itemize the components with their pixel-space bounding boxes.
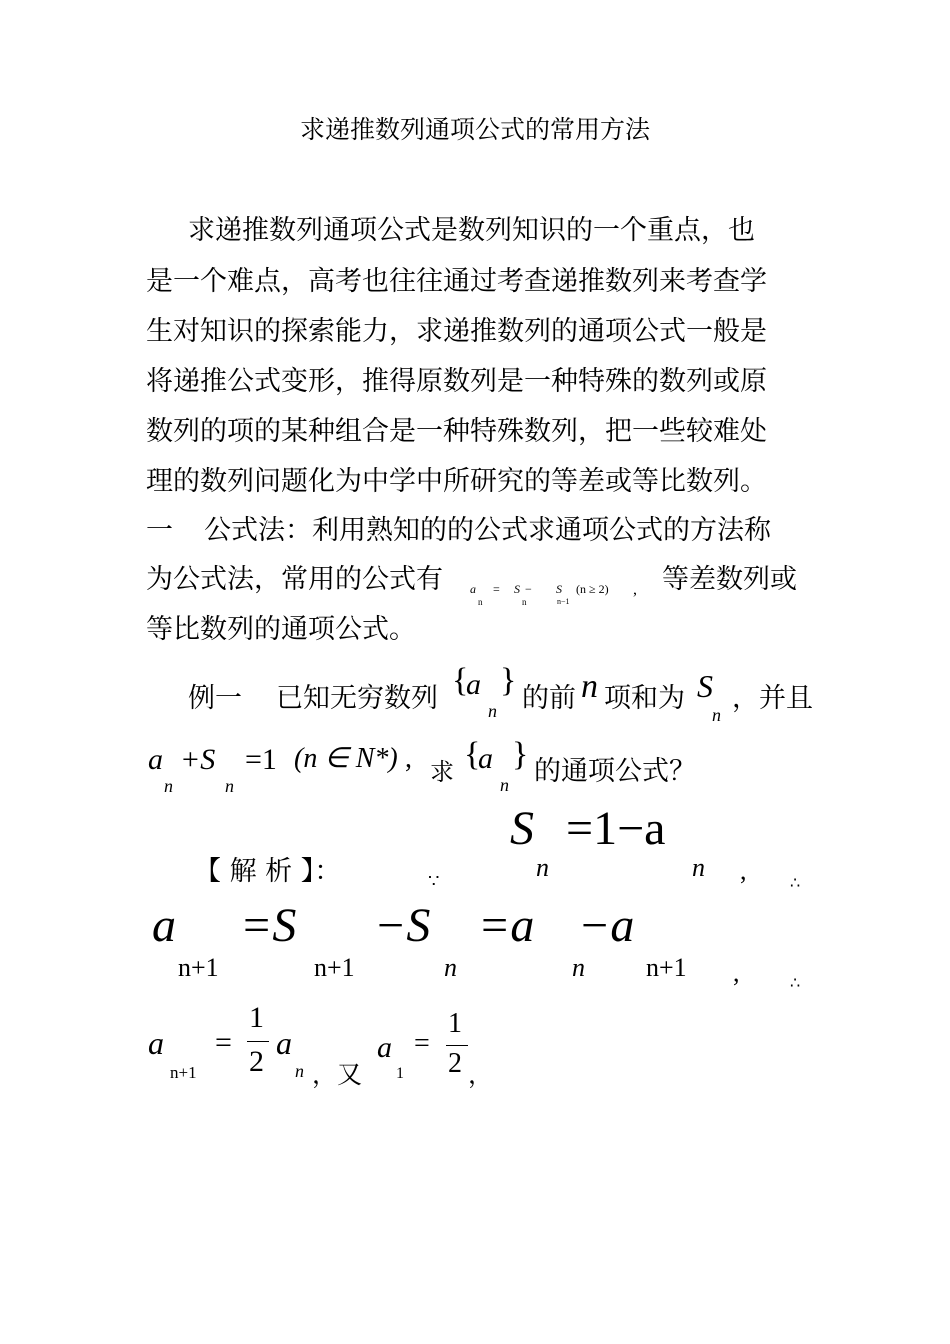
paragraph-line-6: 理的数列问题化为中学中所研究的等差或等比数列。 <box>146 466 767 497</box>
fraction-bar <box>247 1041 269 1042</box>
paragraph-line-4: 将递推公式变形，推得原数列是一种特殊的数列或原 <box>146 366 767 397</box>
example-text-4: ，并且 <box>732 683 813 714</box>
because-symbol: ∵ <box>428 871 440 891</box>
paragraph-line-3: 生对知识的探索能力，求递推数列的通项公式一般是 <box>146 316 767 347</box>
example-text-5: 求 <box>430 758 454 786</box>
section-line-2-before: 为公式法，常用的公式有 <box>146 564 443 595</box>
example-text-1: 已知无穷数列 <box>276 683 438 714</box>
solution-label: 【 解 析 】： <box>194 856 342 887</box>
example-label: 例一 <box>188 683 242 714</box>
fraction-bar-2 <box>446 1045 468 1046</box>
example-text-6: 的通项公式？ <box>534 756 696 787</box>
document-title: 求递推数列通项公式的常用方法 <box>299 115 650 144</box>
example-text-3: 项和为 <box>604 683 685 714</box>
paragraph-line-5: 数列的项的某种组合是一种特殊数列，把一些较难处 <box>146 416 767 447</box>
example-text-2: 的前 <box>522 683 576 714</box>
therefore-symbol: ∴ <box>790 875 801 892</box>
section-heading-text: 公式法：利用熟知的的公式求通项公式的方法称 <box>204 515 771 546</box>
section-number: 一 <box>146 515 173 546</box>
section-line-2-after: 等差数列或 <box>662 564 797 595</box>
section-line-3: 等比数列的通项公式。 <box>146 614 416 645</box>
paragraph-line-1: 求递推数列通项公式是数列知识的一个重点，也 <box>188 215 755 246</box>
paragraph-line-2: 是一个难点，高考也往往通过考查递推数列来考查学 <box>146 266 767 297</box>
